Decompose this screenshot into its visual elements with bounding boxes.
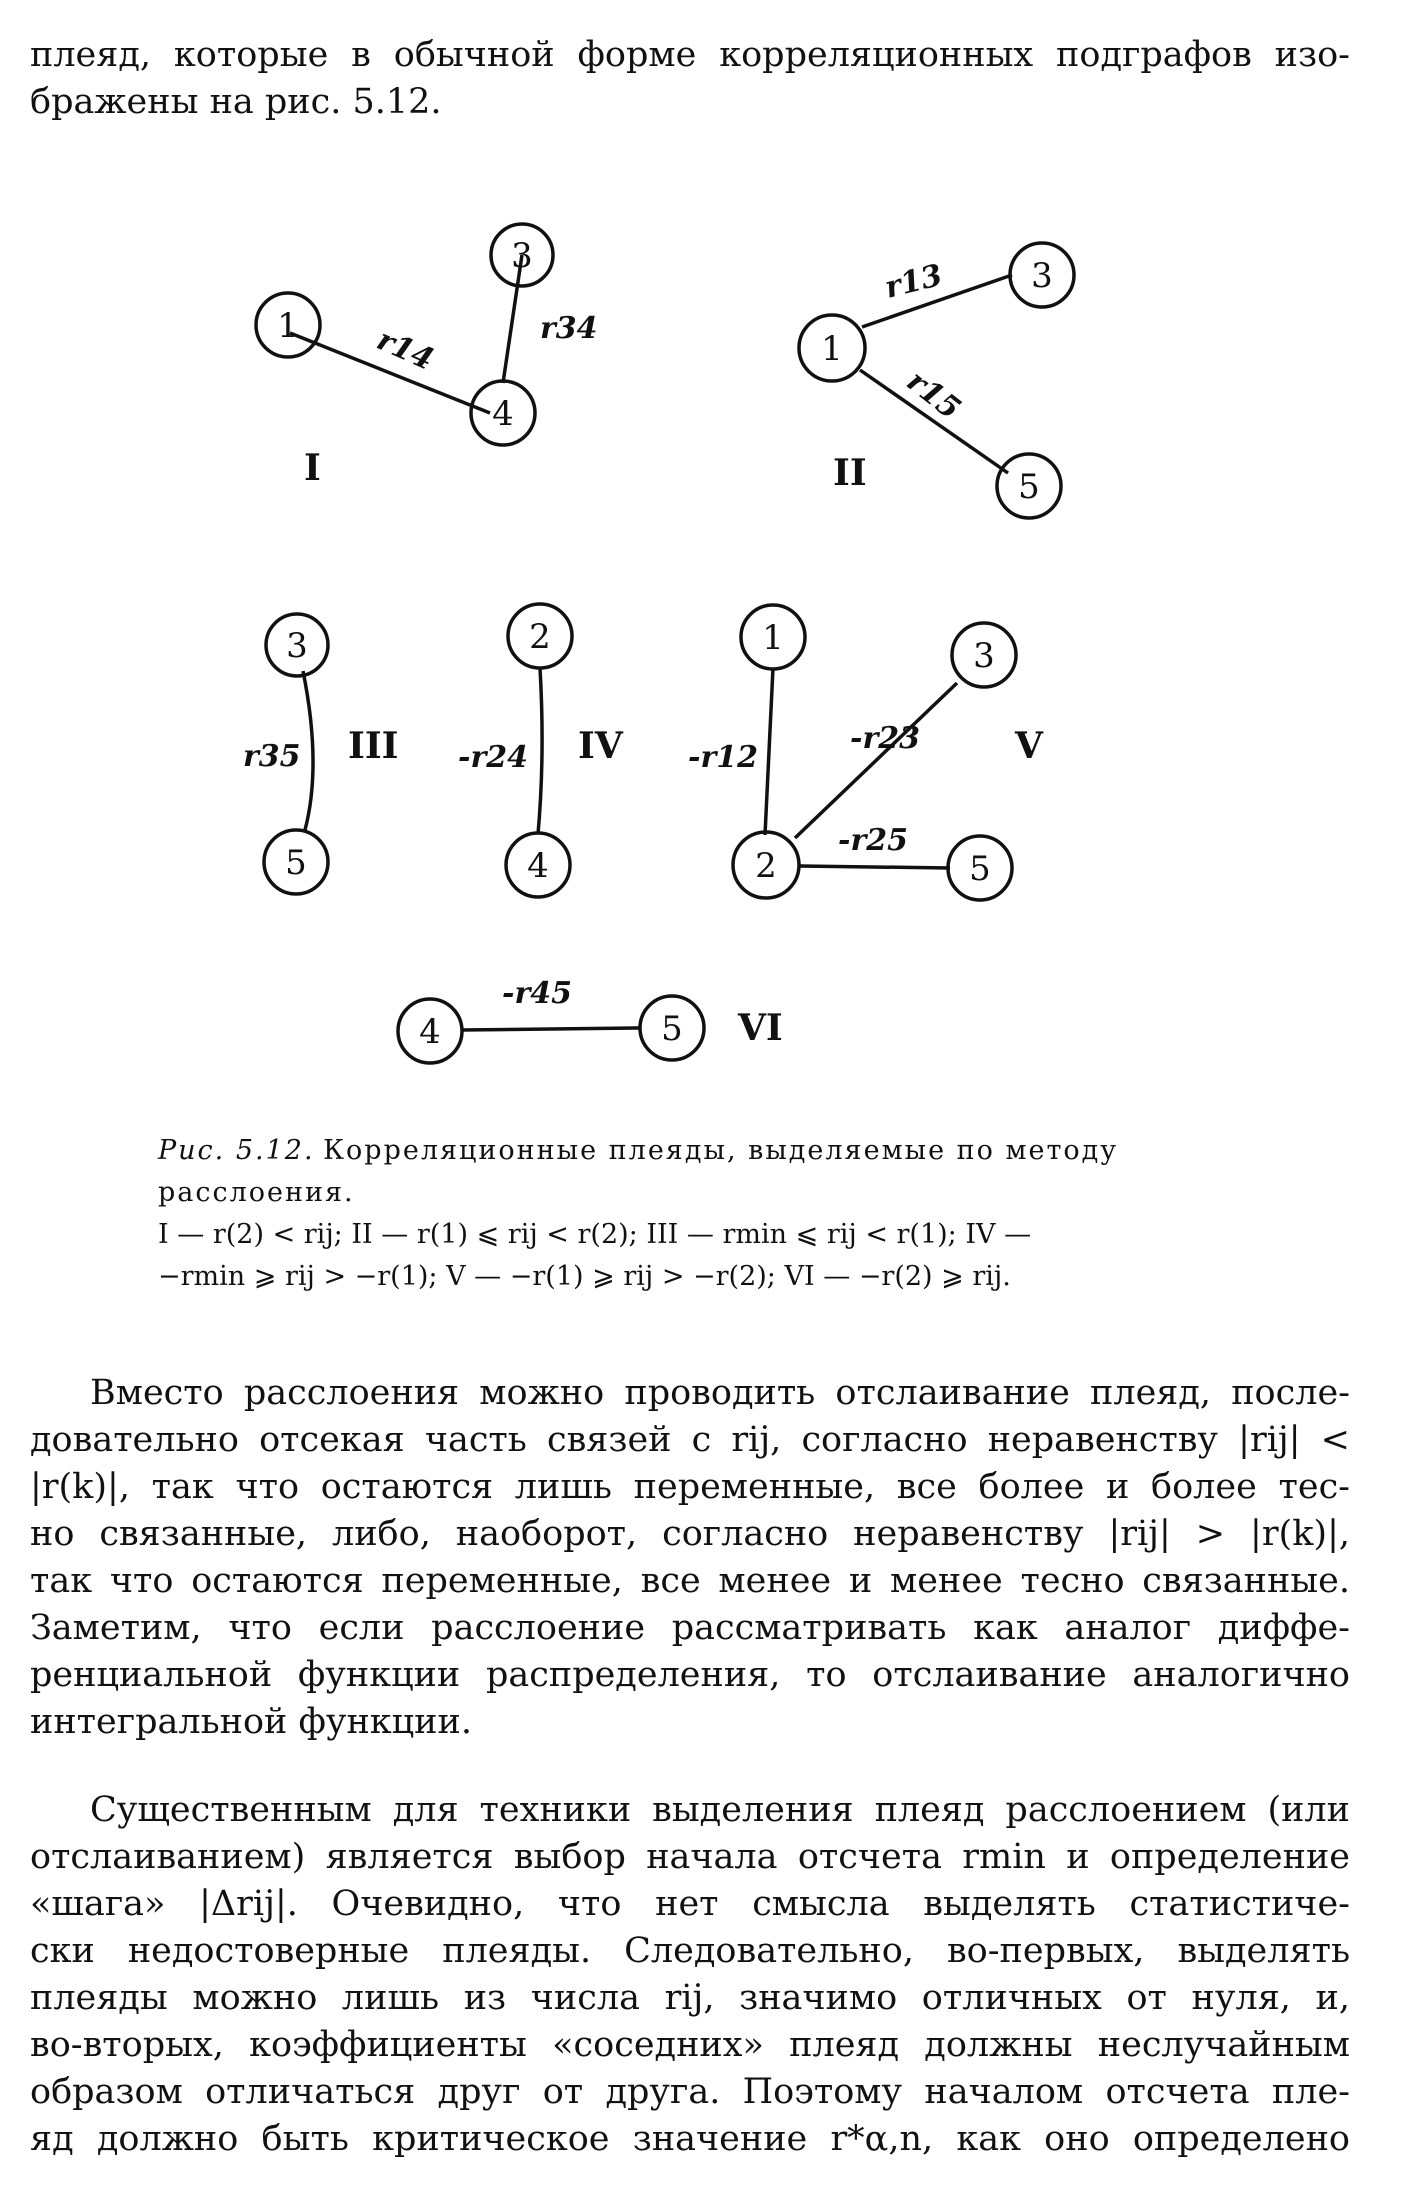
caption-legend: −rmin ⩾ rij > −r(1); V — −r(1) ⩾ rij > −r(2); VI — −r(2) ⩾ rij. bbox=[158, 1261, 1011, 1292]
caption-figure-label: Рис. 5.12. bbox=[158, 1135, 315, 1166]
node-label: 3 bbox=[973, 636, 995, 676]
node-label: 4 bbox=[527, 846, 549, 886]
edge-label: r34 bbox=[540, 311, 598, 346]
panel-label: III bbox=[348, 725, 399, 767]
text-line: интегральной функции. bbox=[30, 1702, 472, 1742]
text-line: Заметим, что если расслоение рассматривать как аналог диффе- bbox=[30, 1608, 1350, 1648]
node-label: 2 bbox=[529, 617, 551, 657]
node-label: 5 bbox=[285, 843, 307, 883]
text-line: так что остаются переменные, все менее и менее тесно связанные. bbox=[30, 1561, 1350, 1601]
caption-legend: I — r(2) < rij; II — r(1) ⩽ rij < r(2); III — rmin ⩽ rij < r(1); IV — bbox=[158, 1219, 1032, 1250]
panel-label: II bbox=[833, 452, 867, 494]
node-label: 1 bbox=[821, 329, 843, 369]
text-line: но связанные, либо, наоборот, согласно неравенству |rij| > |r(k)|, bbox=[30, 1514, 1350, 1554]
edge-V-3-2 bbox=[795, 683, 957, 838]
edge-label: r14 bbox=[371, 322, 439, 378]
node-label: 1 bbox=[277, 306, 299, 346]
text-line: плеяд, которые в обычной форме корреляционных подграфов изо- bbox=[30, 35, 1350, 75]
node-label: 1 bbox=[762, 618, 784, 658]
text-line: |r(k)|, так что остаются лишь переменные, все более и более тес- bbox=[30, 1467, 1350, 1507]
text-line: Существенным для техники выделения плеяд расслоением (или bbox=[90, 1790, 1350, 1830]
node-label: 2 bbox=[755, 846, 777, 886]
intro-paragraph bbox=[30, 32, 1350, 126]
node-label: 3 bbox=[286, 626, 308, 666]
panel-label: I bbox=[304, 447, 321, 489]
edge-label: -r12 bbox=[688, 740, 759, 775]
text-line: «шага» |Δrij|. Очевидно, что нет смысла выделять статистиче- bbox=[30, 1884, 1350, 1924]
text-line: бражены на рис. 5.12. bbox=[30, 82, 442, 122]
node-label: 4 bbox=[419, 1012, 441, 1052]
edge-label: r35 bbox=[243, 739, 301, 774]
edge-label: -r25 bbox=[838, 823, 909, 858]
text-line: Вместо расслоения можно проводить отслаивание плеяд, после- bbox=[90, 1373, 1350, 1413]
figure-caption bbox=[158, 1130, 1238, 1298]
node-label: 3 bbox=[1031, 256, 1053, 296]
panel-label: VI bbox=[738, 1007, 783, 1049]
edge-VI-4-5 bbox=[461, 1028, 640, 1030]
body-paragraph-2 bbox=[30, 1787, 1350, 2163]
edge-IV-2-4 bbox=[538, 668, 542, 834]
panel-label: IV bbox=[578, 725, 623, 767]
panel-label: V bbox=[1015, 725, 1043, 767]
node-label: 3 bbox=[511, 236, 533, 276]
caption-title: Корреляционные плеяды, выделяемые по методу bbox=[323, 1135, 1119, 1166]
text-line: ски недостоверные плеяды. Следовательно, во-первых, выделять bbox=[30, 1931, 1350, 1971]
edge-V-2-5 bbox=[800, 866, 950, 868]
text-line: образом отличаться друг от друга. Поэтому началом отсчета пле- bbox=[30, 2072, 1350, 2112]
text-line: ренциальной функции распределения, то отслаивание аналогично bbox=[30, 1655, 1350, 1695]
node-label: 5 bbox=[1018, 467, 1040, 507]
edge-label: -r23 bbox=[850, 721, 921, 756]
edge-III-3-5 bbox=[303, 671, 313, 830]
edge-V-1-2 bbox=[765, 668, 773, 835]
edge-label: -r24 bbox=[458, 740, 529, 775]
text-line: яд должно быть критическое значение r*α,n, как оно определено bbox=[30, 2119, 1350, 2159]
edge-label: r13 bbox=[881, 257, 946, 306]
text-line: отслаиванием) является выбор начала отсчета rmin и определение bbox=[30, 1837, 1350, 1877]
node-label: 4 bbox=[492, 394, 514, 434]
body-paragraph-1 bbox=[30, 1370, 1350, 1746]
text-line: плеяды можно лишь из числа rij, значимо отличных от нуля, и, bbox=[30, 1978, 1350, 2018]
text-line: во-вторых, коэффициенты «соседних» плеяд должны неслучайным bbox=[30, 2025, 1350, 2065]
node-label: 5 bbox=[969, 849, 991, 889]
caption-title-cont: расслоения. bbox=[158, 1177, 355, 1208]
edge-label: -r45 bbox=[502, 976, 573, 1011]
edge-label: r15 bbox=[900, 363, 967, 427]
text-line: довательно отсекая часть связей с rij, согласно неравенству |rij| < bbox=[30, 1420, 1350, 1460]
node-label: 5 bbox=[661, 1009, 683, 1049]
